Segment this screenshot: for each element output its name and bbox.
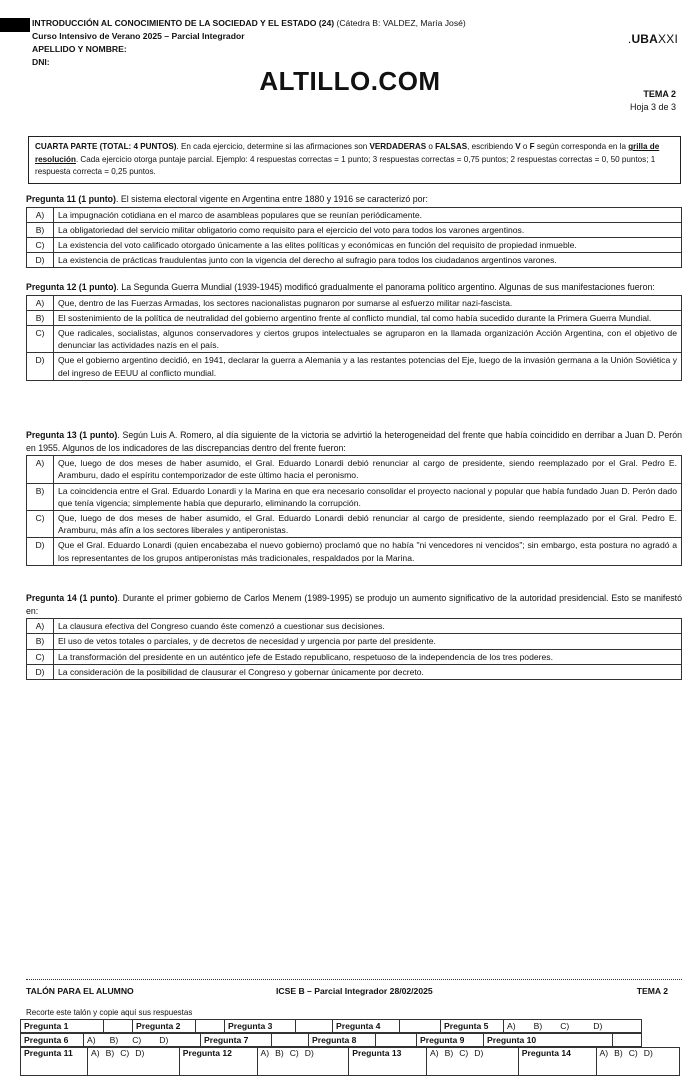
talon-instruction: Recorte este talón y copie aquí sus respuestas — [26, 1008, 193, 1017]
question-title: Pregunta 14 (1 punto). Durante el primer gobierno de Carlos Menem (1989-1995) se produjo un aumento significativo de la autoridad presidencial. Esto se manifestó en: — [26, 593, 682, 616]
talon-tema: TEMA 2 — [636, 986, 668, 996]
option-row: C) Que radicales, socialistas, algunos conservadores y ciertos grupos intelectuales se agruparon en la llamada organización Acción Argentina, con el objetivo de denunciar las actividades nazis en el país. — [27, 326, 682, 353]
answer-cell-abcd[interactable]: A) B) C) D) — [88, 1048, 180, 1076]
answer-cell[interactable] — [196, 1020, 225, 1033]
talon-title: TALÓN PARA EL ALUMNO — [26, 986, 134, 996]
header-black-bar — [0, 18, 30, 32]
option-row: C) La existencia del voto calificado otorgado únicamente a las elites políticas y económicas en función del requisito de propiedad inmueble. — [27, 238, 682, 253]
instructions-box: CUARTA PARTE (TOTAL: 4 PUNTOS). En cada ejercicio, determine si las afirmaciones son VERDADERAS o FALSAS, escribiendo V o F según corresponda en la grilla de resolución. Cada ejercicio otorga puntaje parcial. Ejemplo: 4 respuestas correctas = 1 punto; 3 respuestas correctas = 0,75 puntos; 2 respuestas correctas = 0, 50 puntos; 1 respuesta correcta = 0,25 puntos. — [28, 136, 681, 184]
talon-header — [26, 986, 682, 996]
question-13 — [26, 429, 682, 566]
options-table — [26, 618, 682, 680]
option-row: A) Que, dentro de las Fuerzas Armadas, los sectores nacionalistas pugnaron por sumarse al esfuerzo militar nazi-fascista. — [27, 295, 682, 310]
answer-cell-abcd[interactable]: A) B) C) D) — [427, 1048, 519, 1076]
page-number: Hoja 3 de 3 — [629, 102, 676, 112]
options-table — [26, 207, 682, 269]
question-title: Pregunta 13 (1 punto). Según Luis A. Romero, al día siguiente de la victoria se advirtió la heterogeneidad del frente que había coincidido en derribar a Juan D. Perón en 1955. Algunos de los indicadores de las discrepancias dentro del frente fueron: — [26, 430, 682, 453]
answer-cell[interactable] — [376, 1034, 417, 1047]
option-row: A) Que, luego de dos meses de haber asumido, el Gral. Eduardo Lonardi debió renunciar al cargo de presidente, siendo reemplazado por el Gral. Pedro E. Aramburu, dado el espíritu contemporizador de este último hacia el peronismo. — [27, 456, 682, 483]
answer-cell[interactable] — [296, 1020, 333, 1033]
option-row: A) La clausura efectiva del Congreso cuando éste comenzó a cuestionar sus decisiones. — [27, 619, 682, 634]
uba-xxi-logo: .UBAXXI — [627, 32, 678, 46]
name-field-label: APELLIDO Y NOMBRE: — [32, 44, 127, 54]
answer-grid-row-2: Pregunta 6 A) B) C) D) Pregunta 7 Pregunta 8 Pregunta 9 Pregunta 10 — [20, 1033, 642, 1047]
talon-exam: ICSE B – Parcial Integrador 28/02/2025 — [276, 986, 433, 996]
tema-label: TEMA 2 — [643, 89, 676, 99]
options-table — [26, 295, 682, 381]
course-chair: (Cátedra B: VALDEZ, María José) — [336, 18, 466, 28]
dni-field-label: DNI: — [32, 57, 50, 67]
option-row: C) La transformación del presidente en un auténtico jefe de Estado republicano, respetuoso de la independencia de los tres poderes. — [27, 649, 682, 664]
option-row: B) La obligatoriedad del servicio militar obligatorio como requisito para el ejercicio del voto para todos los varones argentinos. — [27, 222, 682, 237]
option-row: A) La impugnación cotidiana en el marco de asambleas populares que se reunían periódicamente. — [27, 207, 682, 222]
option-row: B) El sostenimiento de la política de neutralidad del gobierno argentino frente al conflicto mundial, tal como había sucedido durante la Primera Guerra Mundial. — [27, 310, 682, 325]
option-row: D) Que el Gral. Eduardo Lonardi (quien encabezaba el nuevo gobierno) proclamó que no había "ni vencedores ni vencidos"; sin embargo, esta postura no agradó a los representantes de los grupos antiperonistas más tradicionales, respaldados por la Marina. — [27, 538, 682, 565]
answer-cell[interactable] — [613, 1034, 642, 1047]
cut-line — [26, 979, 682, 980]
tema-block — [630, 88, 676, 114]
course-title: INTRODUCCIÓN AL CONOCIMIENTO DE LA SOCIEDAD Y EL ESTADO (24) — [32, 18, 335, 28]
site-watermark: ALTILLO.COM — [259, 66, 441, 96]
answer-cell-abcd[interactable]: A) B) C) D) — [596, 1048, 680, 1076]
option-row: C) Que, luego de dos meses de haber asumido, el Gral. Eduardo Lonardi debió renunciar al cargo de presidente, siendo reemplazado por el Gral. Pedro E. Aramburu, más afín a los sectores liberales y antiperonistas. — [27, 511, 682, 538]
question-12 — [26, 281, 682, 381]
option-row: D) La existencia de prácticas fraudulentas junto con la vigencia del derecho al sufragio para todos los ciudadanos argentinos varones. — [27, 253, 682, 268]
option-row: D) Que el gobierno argentino decidió, en 1941, declarar la guerra a Alemania y a las restantes potencias del Eje, luego de la invasión germana a la Unión Soviética y del ingreso de EEUU al conflicto mundial. — [27, 353, 682, 380]
exam-header — [32, 17, 466, 69]
option-row: D) La consideración de la posibilidad de clausurar el Congreso y gobernar únicamente por decreto. — [27, 664, 682, 679]
question-11 — [26, 193, 682, 268]
answer-cell-abcd[interactable]: A) B) C) D) — [84, 1034, 201, 1047]
answer-cell[interactable] — [272, 1034, 309, 1047]
options-table — [26, 455, 682, 566]
course-subtitle: Curso Intensivo de Verano 2025 – Parcial Integrador — [32, 31, 245, 41]
answer-cell[interactable] — [104, 1020, 133, 1033]
answer-cell-abcd[interactable]: A) B) C) D) — [257, 1048, 349, 1076]
answer-cell[interactable] — [400, 1020, 441, 1033]
question-14 — [26, 592, 682, 680]
answer-grid-row-1: Pregunta 1 Pregunta 2 Pregunta 3 Pregunta 4 Pregunta 5 A) B) C) D) — [20, 1019, 642, 1033]
option-row: B) La coincidencia entre el Gral. Eduardo Lonardi y la Marina en que era necesario consolidar el proyecto nacional y popular que había fundado Juan D. Perón dado que tenía vigencia; simplemente había que depurarlo, eliminando la corrupción. — [27, 483, 682, 510]
option-row: B) El uso de vetos totales o parciales, y de decretos de necesidad y urgencia por parte del presidente. — [27, 634, 682, 649]
question-title: Pregunta 11 (1 punto). El sistema electoral vigente en Argentina entre 1880 y 1916 se caracterizó por: — [26, 194, 428, 204]
answer-cell-abcd[interactable]: A) B) C) D) — [504, 1020, 642, 1033]
question-title: Pregunta 12 (1 punto). La Segunda Guerra Mundial (1939-1945) modificó gradualmente el panorama político argentino. Algunas de sus manifestaciones fueron: — [26, 282, 655, 292]
answer-grid-row-3: Pregunta 11 A) B) C) D) Pregunta 12 A) B) C) D) Pregunta 13 A) B) C) D) Pregunta 14 A) B) C) D) — [20, 1047, 680, 1076]
